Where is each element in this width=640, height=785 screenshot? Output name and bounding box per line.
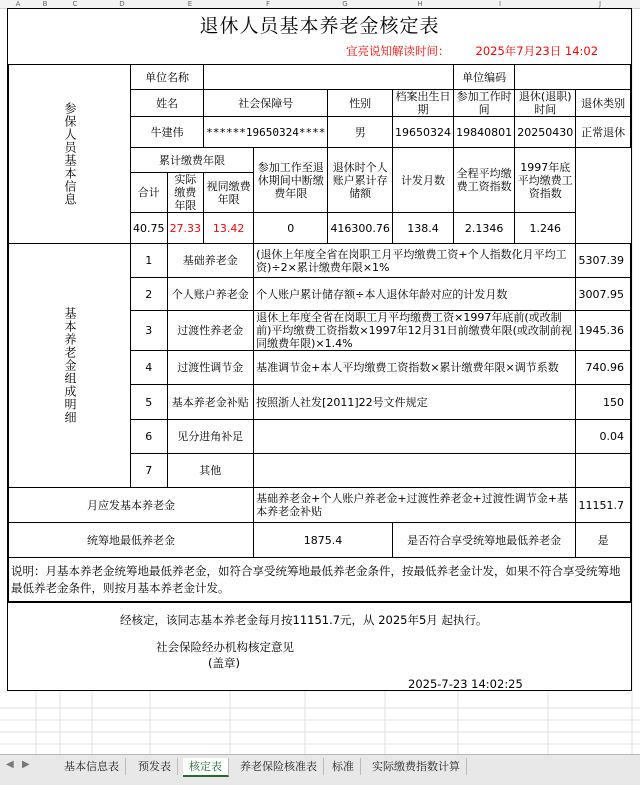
tab-basic-info[interactable]: 基本信息表 <box>58 758 126 775</box>
item-amount[interactable]: 5307.39 <box>576 244 631 278</box>
scroll-right-icon[interactable]: ▶ <box>22 759 30 770</box>
minimum-answer[interactable]: 是 <box>576 523 631 558</box>
item-no: 2 <box>131 278 168 311</box>
years-actual-cell[interactable]: 27.33 <box>167 213 204 244</box>
tab-standard[interactable]: 标准 <box>326 758 361 775</box>
read-time-notice <box>346 43 598 59</box>
item-amount[interactable]: 3007.95 <box>576 278 631 311</box>
years-deemed-cell[interactable]: 13.42 <box>204 213 254 244</box>
approval-statement: 经核定，该同志基本养老金每月按11151.7元，从 2025年5月 起执行。 <box>120 613 488 627</box>
item-name: 其他 <box>167 454 254 488</box>
column-letter[interactable]: I <box>498 0 502 8</box>
column-letter[interactable]: E <box>187 0 193 8</box>
item-formula: 基准调节金+本人平均缴费工资指数×累计缴费年限×调节系数 <box>254 351 576 385</box>
minimum-question: 是否符合享受统筹地最低养老金 <box>392 523 575 558</box>
column-letter[interactable]: G <box>342 0 348 8</box>
section-pension-label: 基本养老金组成明细 <box>9 244 131 488</box>
agency-opinion: 社会保险经办机构核定意见 <box>156 640 294 654</box>
tab-index-calc[interactable]: 实际缴费指数计算 <box>366 758 467 775</box>
item-amount[interactable]: 150 <box>576 385 631 420</box>
item-name: 个人账户养老金 <box>167 278 254 311</box>
savings-cell[interactable]: 416300.76 <box>328 213 393 244</box>
column-letter[interactable]: C <box>72 0 78 8</box>
category-cell[interactable]: 正常退休 <box>576 117 631 148</box>
gender-cell[interactable]: 男 <box>328 117 393 148</box>
tab-insurance-approval[interactable]: 养老保险核准表 <box>234 758 324 775</box>
unit-name-label: 单位名称 <box>131 65 204 90</box>
item-no: 5 <box>131 385 168 420</box>
gender-label: 性别 <box>328 90 393 117</box>
item-formula: 按照浙人社发[2011]22号文件规定 <box>254 385 576 420</box>
ssn-cell[interactable]: ******19650324**** <box>204 117 328 148</box>
name-label: 姓名 <box>131 90 204 117</box>
column-letter[interactable]: A <box>15 0 21 8</box>
unit-code-label: 单位编码 <box>454 65 515 90</box>
months-label: 计发月数 <box>392 148 453 213</box>
retire-cell[interactable]: 20250430 <box>515 117 576 148</box>
item-amount[interactable]: 1945.36 <box>576 311 631 351</box>
approval-sheet <box>7 8 632 691</box>
pension-table <box>8 64 631 603</box>
minimum-label: 统筹地最低养老金 <box>9 523 254 558</box>
column-letter[interactable]: H <box>417 0 423 8</box>
note-text: 说明：月基本养老金统筹地最低养老金，如符合享受统筹地最低养老金条件，按最低养老金计发，如果不符合享受统筹地最低养老金条件，则按月基本养老金计发。 <box>9 558 631 603</box>
column-letter[interactable]: F <box>265 0 271 8</box>
work-start-cell[interactable]: 19840801 <box>454 117 515 148</box>
seal-label: (盖章) <box>208 656 240 670</box>
item-formula <box>254 420 576 454</box>
sheet-tabs <box>0 754 640 785</box>
item-formula: (退休上年度全省在岗职工月平均缴费工资+个人指数化月平均工资)÷2×累计缴费年限×1% <box>254 244 576 278</box>
years-deemed-label: 视同缴费年限 <box>204 173 254 213</box>
item-name: 基本养老金补贴 <box>167 385 254 420</box>
tab-approval[interactable]: 核定表 <box>183 758 229 777</box>
column-letter[interactable]: D <box>119 0 125 8</box>
birth-cell[interactable]: 19650324 <box>392 117 453 148</box>
item-amount[interactable]: 740.96 <box>576 351 631 385</box>
work-start-label: 参加工作时间 <box>454 90 515 117</box>
months-cell[interactable]: 138.4 <box>392 213 453 244</box>
years-total-cell[interactable]: 40.75 <box>131 213 168 244</box>
item-no: 1 <box>131 244 168 278</box>
column-letter[interactable]: J <box>598 0 602 8</box>
index1997-cell[interactable]: 1.246 <box>515 213 576 244</box>
approval-timestamp: 2025-7-23 14:02:25 <box>408 677 523 691</box>
item-formula: 退休上年度全省在岗职工月平均缴费工资×1997年底前(或改制前)平均缴费工资指数×1997年12月31日前缴费年限(或改制前视同缴费年限)×1.4% <box>254 311 576 351</box>
category-label: 退休类别 <box>576 90 631 117</box>
minimum-value[interactable]: 1875.4 <box>254 523 393 558</box>
ssn-label: 社会保障号 <box>204 90 328 117</box>
tab-prepay[interactable]: 预发表 <box>132 758 178 775</box>
unit-code-cell[interactable] <box>515 65 631 90</box>
years-total-label: 合计 <box>131 173 168 213</box>
retire-label: 退休(退职)时间 <box>515 90 576 117</box>
unit-name-cell[interactable] <box>204 65 454 90</box>
item-name: 过渡性调节金 <box>167 351 254 385</box>
column-letter[interactable]: B <box>42 0 48 8</box>
avg-index-label: 全程平均缴费工资指数 <box>454 148 515 213</box>
gap-label: 参加工作至退休期间中断缴费年限 <box>254 148 328 213</box>
item-no: 7 <box>131 454 168 488</box>
notice-label: 宜亮说知解读时间： <box>346 44 450 58</box>
monthly-formula: 基础养老金+个人账户养老金+过渡性养老金+过渡性调节金+基本养老金补贴 <box>254 488 576 523</box>
item-formula <box>254 454 576 488</box>
item-name: 见分进角补足 <box>167 420 254 454</box>
item-name: 过渡性养老金 <box>167 311 254 351</box>
monthly-amount[interactable]: 11151.7 <box>576 488 631 523</box>
avg-index-cell[interactable]: 2.1346 <box>454 213 515 244</box>
scroll-left-icon[interactable]: ◀ <box>6 759 14 770</box>
savings-label: 退休时个人账户累计存储额 <box>328 148 393 213</box>
years-group-label: 累计缴费年限 <box>131 148 254 173</box>
item-name: 基础养老金 <box>167 244 254 278</box>
notice-timestamp: 2025年7月23日 14:02 <box>475 44 599 58</box>
section-person-label: 参保人员基本信息 <box>9 65 131 244</box>
name-cell[interactable]: 牛建伟 <box>131 117 204 148</box>
years-actual-label: 实际缴费年限 <box>167 173 204 213</box>
gap-cell[interactable]: 0 <box>254 213 328 244</box>
item-formula: 个人账户累计储存额÷本人退休年龄对应的计发月数 <box>254 278 576 311</box>
item-no: 6 <box>131 420 168 454</box>
item-amount[interactable]: 0.04 <box>576 420 631 454</box>
item-amount[interactable] <box>576 454 631 488</box>
item-no: 3 <box>131 311 168 351</box>
page-title: 退休人员基本养老金核定表 <box>199 15 440 37</box>
monthly-label: 月应发基本养老金 <box>9 488 254 523</box>
birth-label: 档案出生日期 <box>392 90 453 117</box>
approval-footer <box>8 601 631 691</box>
item-no: 4 <box>131 351 168 385</box>
index1997-label: 1997年底平均缴费工资指数 <box>515 148 576 213</box>
